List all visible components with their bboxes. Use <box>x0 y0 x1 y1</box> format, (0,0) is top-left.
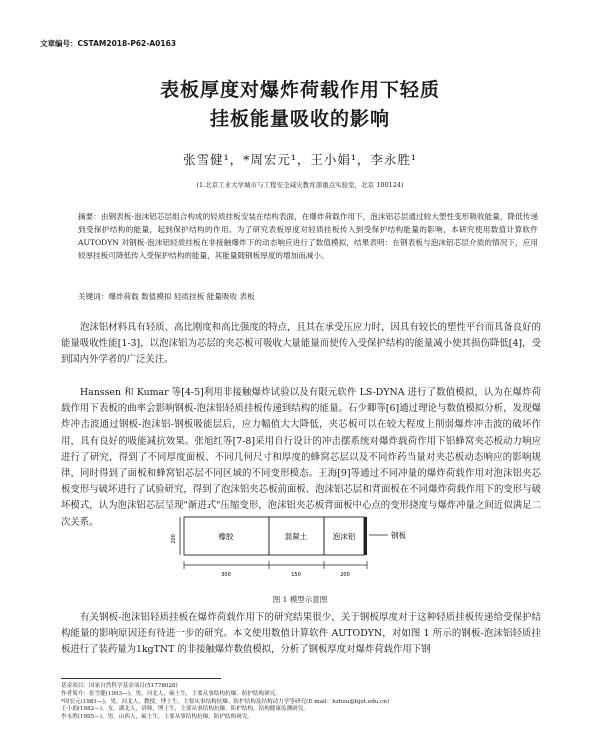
affiliation: (1.北京工业大学城市与工程安全减灾教育部重点实验室，北京 100124) <box>196 181 404 189</box>
footnote-funding: 基金项目：国家自然科学基金项目(51778028) <box>61 683 178 689</box>
label-foam-aluminum: 泡沫铝 <box>332 532 356 541</box>
dim-mid-label: 150 <box>291 572 301 578</box>
dim-left-label: 300 <box>221 572 231 578</box>
figure-caption: 图 1 模型示意图 <box>272 595 328 604</box>
paper-title-line-2: 挂板能量吸收的影响 <box>209 108 390 130</box>
dim-height-label: 200 <box>171 534 177 544</box>
intro-paragraph-2: Hanssen 和 Kumar 等[4-5]利用非接触爆炸试验以及有限元软件 LS-DYNA 进行了数值模拟，认为在爆炸荷载作用下表板的曲率会影响钢板-泡沫铝轻质挂板传递到结构的能量。石少卿等[6]通过理论与数值模拟分析，发现爆炸冲击波通过钢板-泡沫铝-钢板吸能层后，应力幅值大大降低，夹芯板可以在较大程度上削弱爆炸冲击波的破坏作用，具有良好的吸能减抗效果。张旭红等[7-8]采用自行设计的冲击摆系统对爆炸载荷作用下铝蜂窝夹芯板动力响应进行了研究，得到了不同厚度面板、不同几何尺寸和厚度的蜂窝芯层以及不同炸药当量对夹芯板动态响应的影响规律，同时得到了面板和蜂窝铝芯层不同区域的不同变形模态。王海[9]等通过不同冲量的爆炸荷载作用对泡沫铝夹芯板变形与破坏进行了试验研究，得到了泡沫铝夹芯板前面板、泡沫铝芯层和背面板在不同爆炸荷载作用下的变形与破坏模式，认为泡沫铝芯层呈现"渐进式"压缩变形，泡沫铝夹芯板背面板中心点的变形挠度与爆炸冲量之间近似满足二次关系。 <box>61 387 541 528</box>
intro-paragraph-3: 有关钢板-泡沫铝轻质挂板在爆炸荷载作用下的研究结果很少，关于钢板厚度对于这种轻质挂板传递给受保护结构能量的影响原因还有待进一步的研究。本文使用数值计算软件 AUTODYN，对如图 1 所示的钢板-泡沫铝轻质挂板进行了装药量为1kgTNT 的非接触爆炸数值模拟，分析了钢板厚度对爆炸荷载作用下钢 <box>61 612 541 656</box>
keywords: 关键词：爆炸荷载 数值模拟 轻质挂板 能量吸收 表板 <box>78 292 255 301</box>
model-schematic-figure <box>170 513 435 583</box>
steel-plate <box>364 517 367 555</box>
footnote-author-3: 王小娟(1982—)，女，湖北人，讲师，博士生，主要从事结构抗爆、防护结构、结构健康监测研究。 <box>61 706 309 713</box>
intro-paragraph-1: 泡沫铝材料具有轻质、高比刚度和高比强度的特点，且其在承受压应力时，因具有较长的塑性平台而具备良好的能量吸收性能[1-3]，以泡沫铝为芯层的夹芯板可吸收大量能量而使传入受保护结构的能量减小使其损伤降低[4]，受到国内外学者的广泛关注。 <box>61 322 541 366</box>
footnote-divider <box>61 678 221 679</box>
label-rubber: 橡胶 <box>218 532 234 541</box>
author-list: 张雪健¹，*周宏元¹，王小娟¹，李永胜¹ <box>183 152 417 167</box>
dim-right-label: 200 <box>340 572 350 578</box>
paper-title-line-1: 表板厚度对爆炸荷载作用下轻质 <box>159 79 440 101</box>
label-concrete: 混凝土 <box>284 532 308 541</box>
footnote-author-1: 作者简介：张雪健(1993—)，男，河北人，硕士生，主要从事结构抗爆、防护结构研究。 <box>61 690 281 697</box>
abstract: 摘要：由钢表板-泡沫铝芯层组合构成的轻质挂板安装在结构表面，在爆炸荷载作用下，泡沫铝芯层通过较大塑性变形吸收能量，降低传递到受保护结构的能量，起到保护结构的作用。为了研究表板厚度对轻质挂板传入到受保护结构能量的影响，本研究使用数值计算软件 AUTODYN 对钢板-泡沫铝轻质挂板在非接触爆炸下的动态响应进行了数值模拟，结果表明：在钢表板与泡沫铝芯层介质的情况下，应用较厚挂板可降低传入受保护结构的能量，其能量随钢板厚度的增加而减小。 <box>78 212 538 260</box>
footnotes <box>61 683 561 722</box>
article-number: 文章编号：CSTAM2018-P62-A0163 <box>40 39 177 48</box>
footnote-author-4: 李永胜(1995—)，男，山西人，硕士生，主要从事结构抗爆、防护结构研究。 <box>61 714 254 721</box>
footnote-author-2: *周宏元(1981—)，男，河北人，教授，博士生，主要从事结构抗爆、防护结构及结构动力学等研究(E-mail：hzhou@bjut.edu.cn) <box>61 698 390 705</box>
label-steel-plate: 钢板 <box>391 531 406 540</box>
